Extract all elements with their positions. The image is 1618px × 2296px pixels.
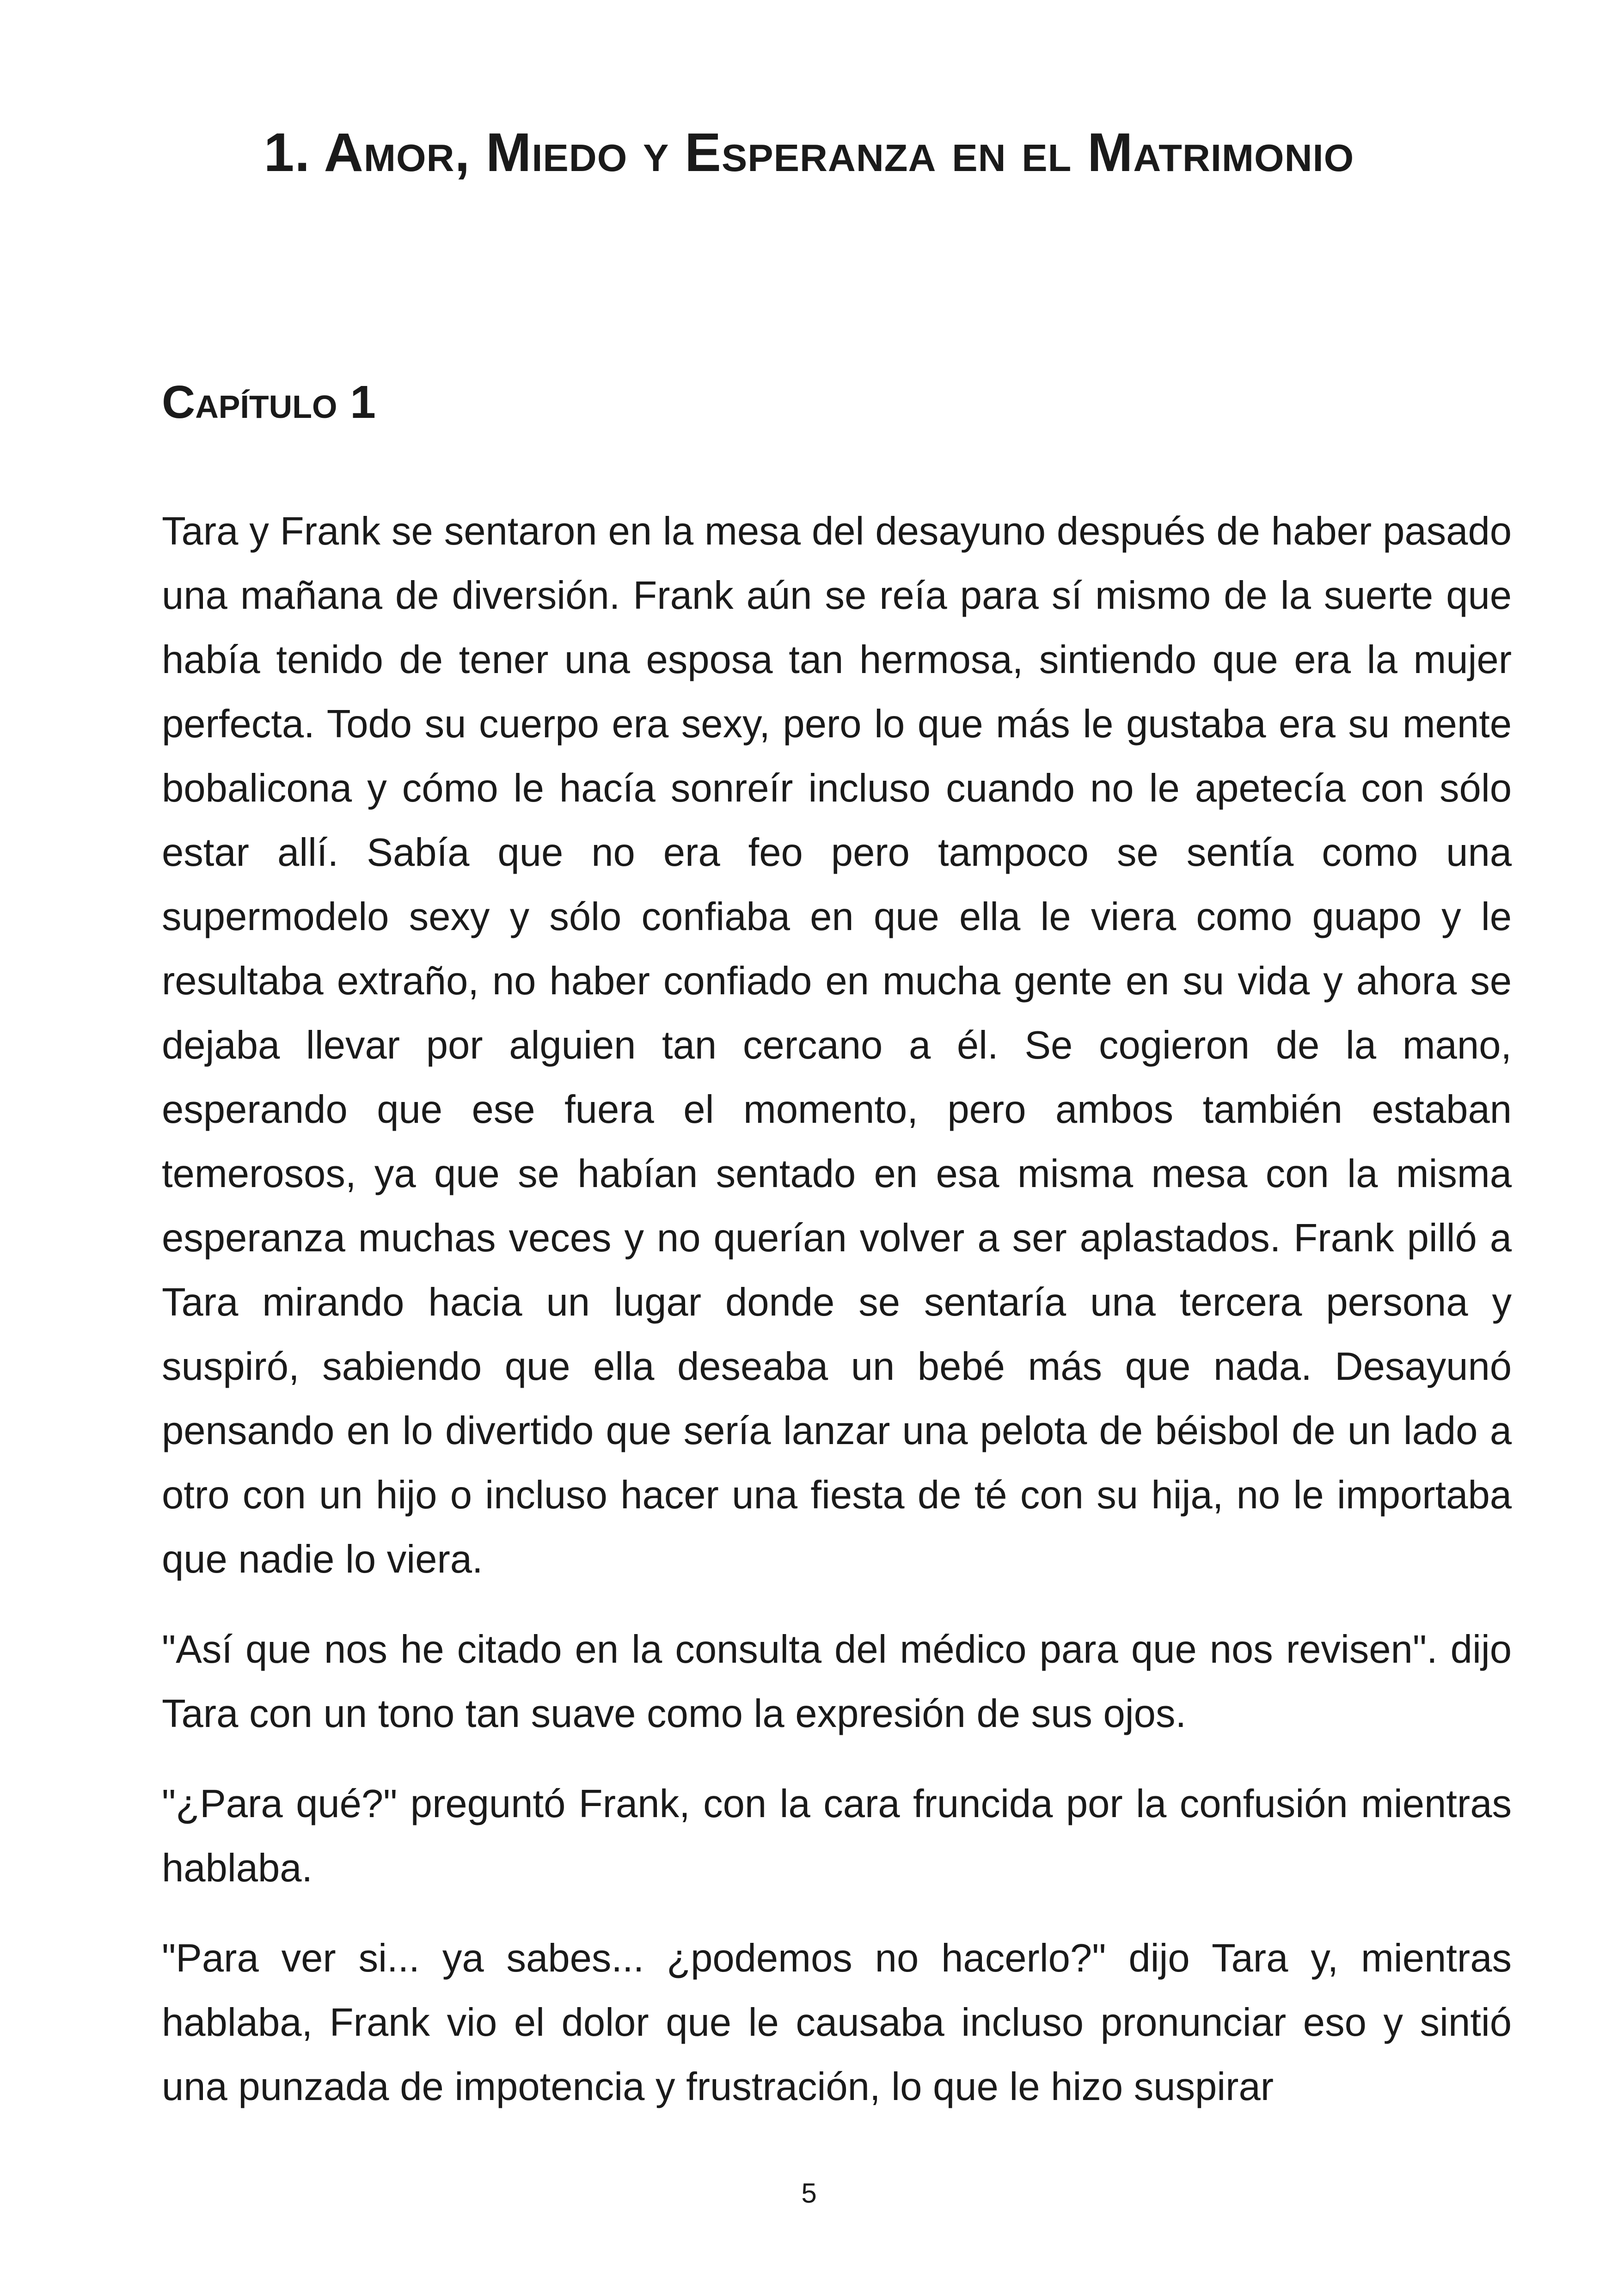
chapter-title: Capítulo 1 <box>162 376 376 428</box>
book-title: 1. Amor, Miedo y Esperanza en el Matrimonio <box>264 122 1354 183</box>
paragraph: Tara y Frank se sentaron en la mesa del desayuno después de haber pasado una mañana de diversión. Frank aún se reía para sí mismo de la suerte que había tenido de tener una esposa tan hermosa, sintiendo que era la mujer perfecta. Todo su cuerpo era sexy, pero lo que más le gustaba era su mente bobalicona y cómo le hacía sonreír incluso cuando no le apetecía con sólo estar allí. Sabía que no era feo pero tampoco se sentía como una supermodelo sexy y sólo confiaba en que ella le viera como guapo y le resultaba extraño, no haber confiado en mucha gente en su vida y ahora se dejaba llevar por alguien tan cercano a él. Se cogieron de la mano, esperando que ese fuera el momento, pero ambos también estaban temerosos, ya que se habían sentado en esa misma mesa con la misma esperanza muchas veces y no querían volver a ser aplastados. Frank pilló a Tara mirando hacia un lugar donde se sentaría una tercera persona y suspiró, sabiendo que ella deseaba un bebé más que nada. Desayunó pensando en lo divertido que sería lanzar una pelota de béisbol de un lado a otro con un hijo o incluso hacer una fiesta de té con su hija, no le importaba que nadie lo viera. <box>162 509 1512 1581</box>
paragraph: "¿Para qué?" preguntó Frank, con la cara fruncida por la confusión mientras hablaba. <box>162 1782 1512 1890</box>
paragraph: "Para ver si... ya sabes... ¿podemos no hacerlo?" dijo Tara y, mientras hablaba, Frank vio el dolor que le causaba incluso pronunciar eso y sintió una punzada de impotencia y frustración, lo que le hizo suspirar <box>162 1936 1512 2109</box>
paragraph: "Así que nos he citado en la consulta del médico para que nos revisen". dijo Tara con un tono tan suave como la expresión de sus ojos. <box>162 1628 1512 1736</box>
body-text <box>162 499 1512 2145</box>
page-number: 5 <box>801 2178 817 2209</box>
